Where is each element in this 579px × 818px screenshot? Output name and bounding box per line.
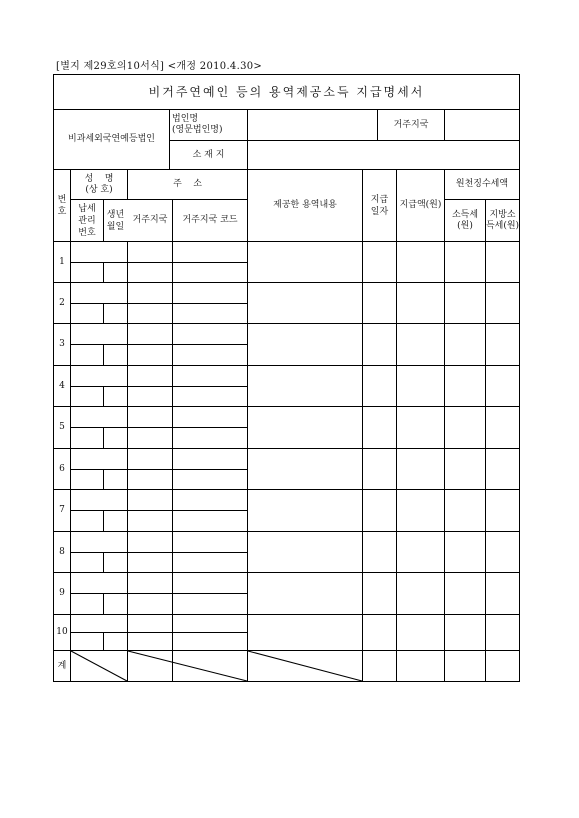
grid-line — [70, 386, 247, 387]
grid-line — [169, 109, 170, 169]
grid-line — [172, 199, 173, 681]
grid-line — [444, 109, 445, 140]
form-title: 비거주연예인 등의 용역제공소득 지급명세서 — [148, 84, 425, 99]
grid-line — [103, 593, 104, 614]
row-number: 9 — [59, 587, 65, 598]
grid-line — [127, 650, 128, 681]
col-local-tax-line1: 지방소 — [489, 209, 516, 220]
grid-line — [54, 282, 519, 283]
row-number: 1 — [59, 256, 65, 267]
grid-line — [54, 365, 519, 366]
col-income-tax-line1: 소득세 — [451, 209, 479, 220]
grid-line — [103, 469, 104, 489]
grid-line — [54, 614, 519, 615]
corp-section-label: 비과세외국연예등법인 — [68, 134, 155, 144]
col-name-line2: (상 호) — [85, 184, 113, 195]
grid-line — [70, 427, 247, 428]
grid-line — [485, 199, 486, 681]
col-income-tax-line2: (원) — [457, 220, 473, 231]
grid-line — [169, 140, 519, 141]
col-address: 주 소 — [173, 179, 202, 189]
grid-line — [362, 169, 363, 681]
col-tax-id-text: 납세관리번호 — [78, 203, 96, 238]
grid-line — [70, 552, 247, 553]
grid-line — [70, 510, 247, 511]
total-label: 계 — [57, 660, 67, 671]
grid-line — [54, 323, 519, 324]
grid-line — [54, 531, 519, 532]
col-name-line1: 성 명 — [84, 173, 114, 184]
grid-line — [377, 109, 378, 140]
grid-line — [70, 469, 247, 470]
grid-line — [103, 199, 104, 241]
grid-line — [444, 199, 519, 200]
grid-line — [54, 406, 519, 407]
row-number: 7 — [59, 504, 65, 515]
grid-line — [103, 344, 104, 365]
col-service: 제공한 용역내용 — [273, 200, 337, 210]
grid-line — [70, 593, 247, 594]
grid-line — [54, 489, 519, 490]
diagonal-line — [248, 651, 362, 681]
diagonal-line — [71, 651, 127, 681]
grid-line — [70, 199, 247, 200]
grid-line — [103, 632, 104, 650]
col-amount: 지급액(원) — [399, 200, 442, 210]
grid-line — [54, 169, 519, 170]
row-number: 10 — [56, 626, 68, 637]
col-number-text: 번호 — [57, 194, 67, 217]
grid-line — [103, 386, 104, 406]
col-local-tax-line2: 득세(원) — [486, 220, 519, 231]
grid-line — [103, 427, 104, 448]
row-number: 5 — [59, 421, 65, 432]
grid-line — [444, 169, 445, 681]
grid-line — [127, 241, 128, 650]
row-number: 4 — [59, 380, 65, 391]
corp-name-label-line2: (영문법인명) — [172, 125, 223, 135]
form-reference: [별지 제29호의10서식] <개정 2010.4.30> — [56, 61, 263, 72]
total-row-diagonals — [54, 75, 519, 681]
row-number: 8 — [59, 546, 65, 557]
row-number: 2 — [59, 297, 65, 308]
corp-name-label-line1: 법인명 — [172, 114, 199, 124]
grid-line — [103, 303, 104, 323]
col-pay-date-text: 지급일자 — [370, 194, 389, 217]
grid-line — [127, 169, 128, 199]
col-residence: 거주지국 — [132, 215, 168, 225]
row-number: 3 — [59, 338, 65, 349]
grid-line — [54, 650, 519, 651]
col-birth-text: 생년월일 — [106, 209, 125, 232]
grid-line — [70, 169, 71, 681]
col-residence-code: 거주지국 코드 — [182, 215, 238, 225]
grid-line — [103, 262, 104, 282]
grid-line — [103, 552, 104, 572]
grid-line — [54, 241, 519, 242]
grid-line — [70, 632, 247, 633]
grid-line — [70, 303, 247, 304]
payment-statement-form — [53, 74, 520, 682]
corp-residence-label: 거주지국 — [393, 119, 429, 130]
grid-line — [247, 109, 248, 169]
grid-line — [54, 572, 519, 573]
grid-line — [54, 448, 519, 449]
grid-line — [70, 262, 247, 263]
row-number: 6 — [59, 463, 65, 474]
corp-address-label: 소 재 지 — [192, 149, 225, 160]
grid-line — [247, 169, 248, 681]
grid-line — [396, 169, 397, 681]
grid-line — [54, 109, 519, 110]
grid-line — [103, 510, 104, 531]
diagonal-line — [128, 651, 247, 681]
col-withholding: 원천징수세액 — [455, 179, 509, 189]
grid-line — [70, 344, 247, 345]
